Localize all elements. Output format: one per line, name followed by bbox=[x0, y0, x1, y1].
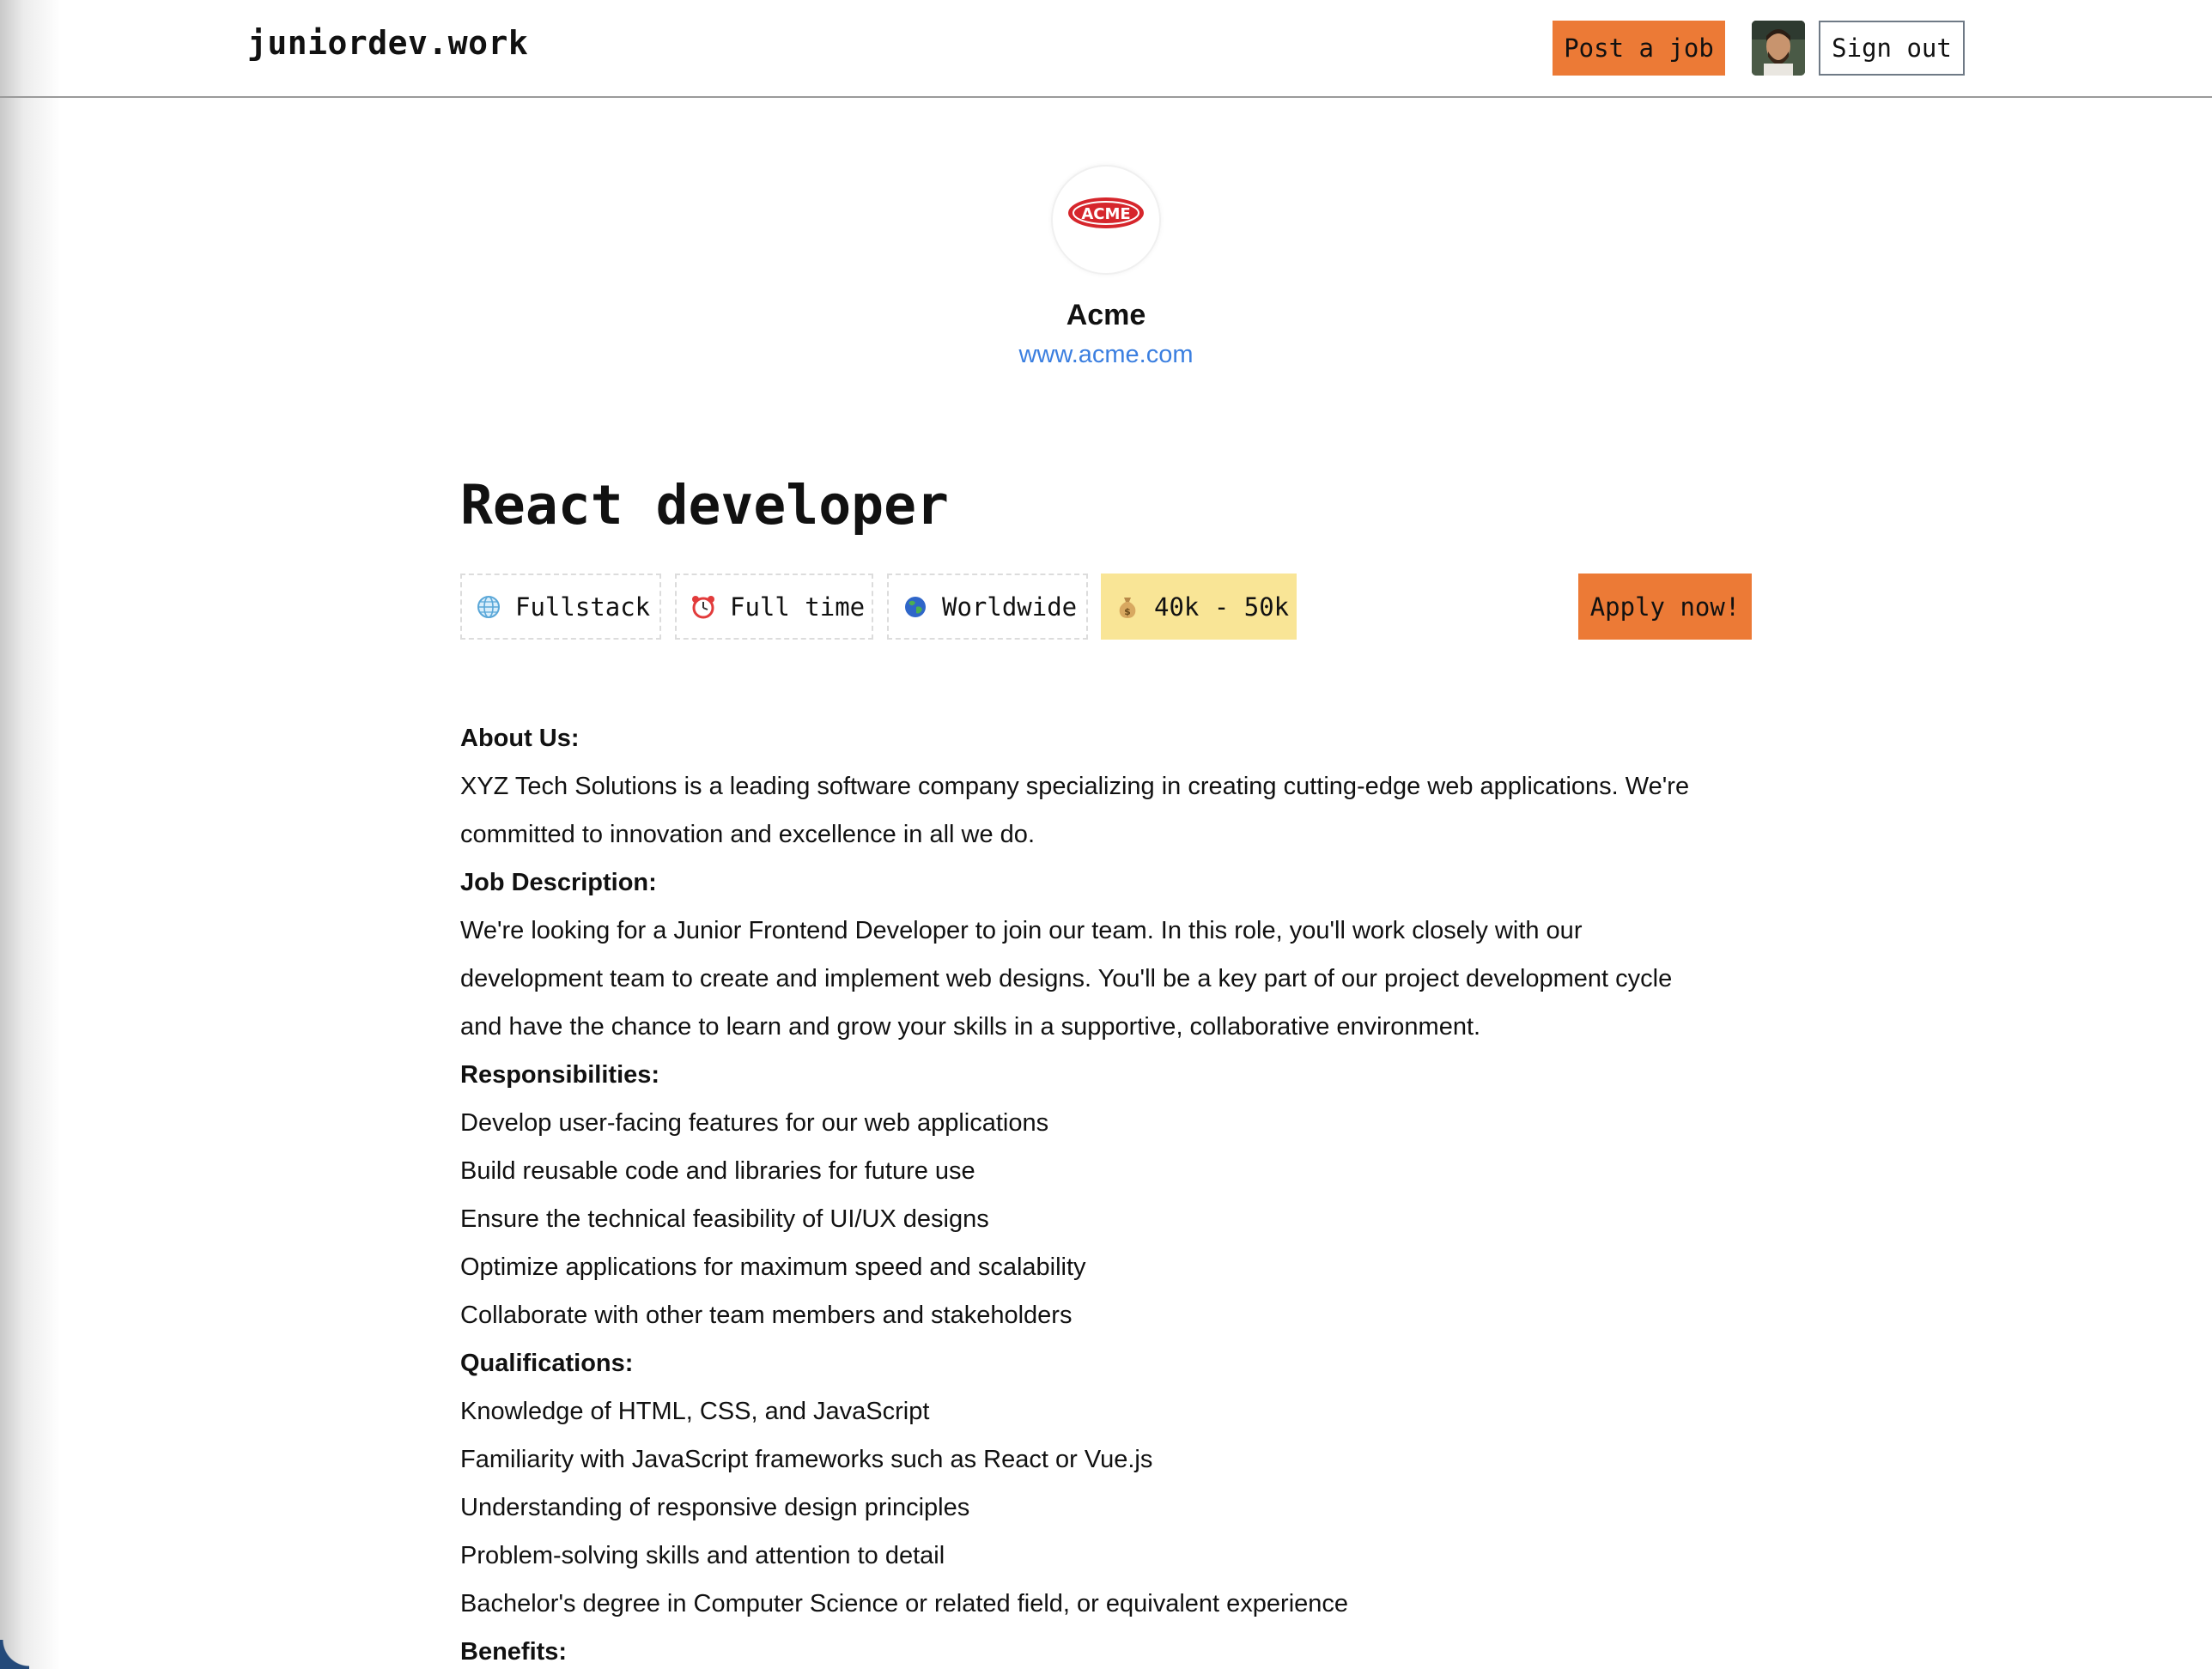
user-avatar[interactable] bbox=[1752, 21, 1805, 76]
about-text-line: XYZ Tech Solutions is a leading software company specializing in creating cutting-edge web applications. We're bbox=[460, 773, 1690, 800]
apply-now-button[interactable]: Apply now! bbox=[1578, 574, 1752, 640]
tag-salary bbox=[1101, 574, 1297, 640]
top-navbar bbox=[0, 0, 2212, 98]
company-website-link[interactable]: www.acme.com bbox=[1018, 341, 1194, 368]
svg-text:$: $ bbox=[1124, 605, 1131, 617]
benefits-heading: Benefits: bbox=[460, 1638, 568, 1666]
job-description bbox=[460, 714, 1765, 1669]
qualification-item: Bachelor's degree in Computer Science or related field, or equivalent experience bbox=[460, 1590, 1349, 1617]
about-text-line: committed to innovation and excellence in all we do. bbox=[460, 821, 1035, 848]
qualification-item: Knowledge of HTML, CSS, and JavaScript bbox=[460, 1398, 930, 1425]
tag-label: Full time bbox=[730, 592, 866, 622]
about-heading: About Us: bbox=[460, 725, 580, 752]
sign-out-button[interactable]: Sign out bbox=[1819, 21, 1965, 76]
post-job-button[interactable]: Post a job bbox=[1553, 21, 1725, 76]
money-bag-icon bbox=[1115, 594, 1140, 620]
tag-employment-type bbox=[675, 574, 873, 640]
globe-icon bbox=[476, 594, 501, 620]
company-logo bbox=[1051, 165, 1161, 275]
tag-category bbox=[460, 574, 661, 640]
responsibility-item: Build reusable code and libraries for future use bbox=[460, 1157, 975, 1185]
svg-text:ACME: ACME bbox=[1081, 205, 1131, 223]
qualifications-heading: Qualifications: bbox=[460, 1350, 634, 1377]
acme-logo-icon bbox=[1053, 167, 1159, 273]
alarm-clock-icon bbox=[690, 594, 716, 620]
job-description-heading: Job Description: bbox=[460, 869, 657, 896]
company-name: Acme bbox=[1066, 299, 1146, 331]
window-corner bbox=[0, 1640, 29, 1669]
job-title: React developer bbox=[460, 474, 949, 537]
tag-location bbox=[887, 574, 1088, 640]
window-edge-shadow bbox=[0, 0, 60, 1669]
job-description-line: We're looking for a Junior Frontend Developer to join our team. In this role, you'll work closely with our bbox=[460, 917, 1583, 944]
responsibility-item: Develop user-facing features for our web applications bbox=[460, 1109, 1049, 1137]
responsibility-item: Collaborate with other team members and stakeholders bbox=[460, 1302, 1073, 1329]
responsibility-item: Optimize applications for maximum speed and scalability bbox=[460, 1253, 1086, 1281]
job-description-line: development team to create and implement web designs. You'll be a key part of our project development cycle bbox=[460, 965, 1673, 992]
earth-icon bbox=[902, 594, 928, 620]
tag-label: Fullstack bbox=[515, 592, 651, 622]
tag-label: 40k - 50k bbox=[1154, 592, 1290, 622]
avatar-photo-icon bbox=[1752, 21, 1805, 76]
responsibilities-heading: Responsibilities: bbox=[460, 1061, 660, 1089]
brand-logo-link[interactable]: juniordev.work bbox=[247, 24, 529, 62]
qualification-item: Problem-solving skills and attention to detail bbox=[460, 1542, 945, 1569]
qualification-item: Understanding of responsive design principles bbox=[460, 1494, 970, 1521]
tag-label: Worldwide bbox=[942, 592, 1078, 622]
job-description-line: and have the chance to learn and grow your skills in a supportive, collaborative environment. bbox=[460, 1013, 1481, 1041]
responsibility-item: Ensure the technical feasibility of UI/UX designs bbox=[460, 1205, 989, 1233]
qualification-item: Familiarity with JavaScript frameworks such as React or Vue.js bbox=[460, 1446, 1153, 1473]
